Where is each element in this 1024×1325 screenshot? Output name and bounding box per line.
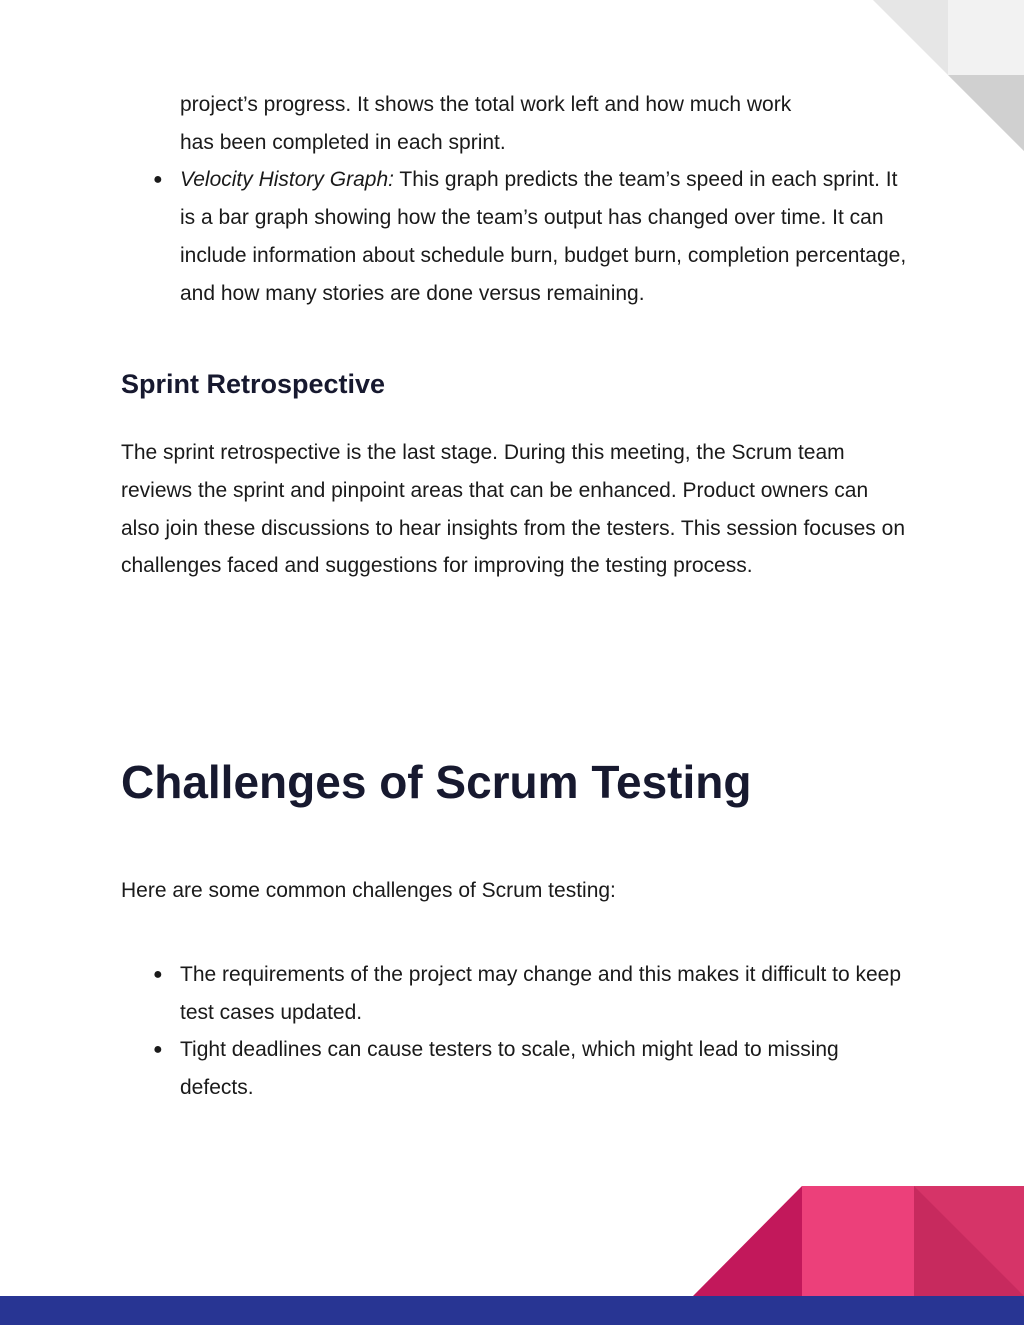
challenges-intro: Here are some common challenges of Scrum testing: <box>121 879 616 902</box>
challenge-text: The requirements of the project may change and this makes it difficult to keep test cases updated. <box>180 963 901 1024</box>
continuation-line-1: project’s progress. It shows the total work left and how much work <box>180 93 792 116</box>
challenge-text: Tight deadlines can cause testers to scale, which might lead to missing defects. <box>180 1038 839 1100</box>
sprint-retrospective-paragraph: The sprint retrospective is the last stage. During this meeting, the Scrum team reviews the sprint and pinpoint areas that can be enhanced. Product owners can also join these discussions to hear insights from the testers. This session focuses on challenges faced and suggestions for improving the testing process. <box>121 441 906 578</box>
sprint-retrospective-heading: Sprint Retrospective <box>121 369 386 400</box>
continuation-line-2: has been completed in each sprint. <box>180 130 506 154</box>
bullet-icon: ● <box>153 171 163 189</box>
corner-triangle-mid <box>948 75 1024 151</box>
burndown-item-continuation <box>121 86 911 161</box>
footer-bar <box>0 1296 1024 1325</box>
list-item-velocity <box>121 161 911 312</box>
bullet-icon: ● <box>153 966 163 983</box>
velocity-term: Velocity History Graph: <box>180 168 394 192</box>
bullet-icon: ● <box>153 1041 163 1059</box>
challenges-list <box>121 956 911 1107</box>
metrics-list <box>121 161 911 312</box>
velocity-text: This graph predicts the team’s speed in each sprint. It is a bar graph showing how the team’s output has changed over time. It can include information about schedule burn, budget burn, completion percentage, and how many stories are done versus remaining. <box>180 168 907 305</box>
accent-triangle-magenta <box>693 1186 802 1296</box>
list-item <box>121 956 911 1031</box>
corner-square-lighter <box>948 0 1024 75</box>
challenges-heading: Challenges of Scrum Testing <box>121 756 752 808</box>
list-item <box>121 1031 911 1106</box>
accent-block-pink <box>802 1186 914 1296</box>
document-content <box>121 86 911 1100</box>
